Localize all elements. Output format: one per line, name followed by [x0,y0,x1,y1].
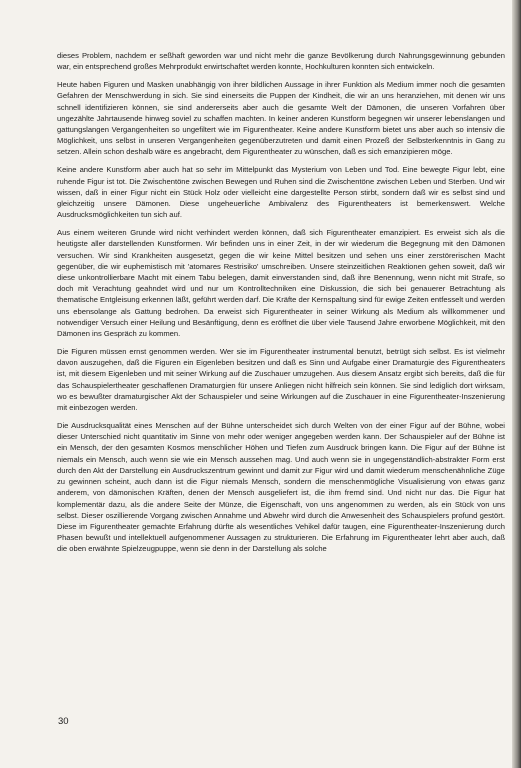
paragraph: Heute haben Figuren und Masken unabhängig von ihrer bildlichen Aussage in ihrer Funktion als Medium immer noch die gesamten Gefahren der Menschwerdung in sich. Sie sind einerseits die Puppen der Kindheit, die wir an uns heranziehen, mit denen wir uns schnell identifizieren können, sie sind andererseits aber auch die gesamte Welt der Dämonen, die unseren Vorfahren über ungezählte Jahrtausende hinweg soviel zu schaffen machten. In keiner anderen Kunstform begegnen wir unserer lebenslangen und gattungslangen Vergangenheiten so ungefiltert wie im Figurentheater. Keine andere Kunstform bietet uns aber auch so intensiv die Möglichkeit, uns selbst in unseren Vergangenheiten gegenüberzutreten und damit einen Prozeß der Selbsterkenntnis in Gang zu setzen. Allein schon deshalb wäre es angebracht, dem Figurentheater zu wünschen, daß es sich emanzipieren möge. [57,80,505,157]
paragraph: Die Figuren müssen ernst genommen werden. Wer sie im Figurentheater instrumental benutzt, betrügt sich selbst. Es ist vielmehr davon auszugehen, daß die Figuren ein Eigenleben besitzen und daß es Sinn und Aufgabe einer Dramaturgie des Figurentheaters ist, mit diesem Eigenleben und mit seiner Wirkung auf die Zuschauer umzugehen. Aus diesem Ansatz ergibt sich bereits, daß die für das Schauspielertheater geschaffenen Dramaturgien für unsere Anliegen nicht hilfreich sein können. Sie sind lediglich dort wirksam, wo es bewußter dramaturgischer Akt der Schauspieler und seine Wirkungen auf die Zuschauer in eine Figurentheater-Inszenierung mit einbezogen werden. [57,347,505,413]
paragraph: Aus einem weiteren Grunde wird nicht verhindert werden können, daß sich Figurentheater emanzipiert. Es erweist sich als die heutigste aller darstellenden Kunstformen. Wir befinden uns in einer Zeit, in der wir wiederum die Begegnung mit den Dämonen versuchen. Wir sind Krankheiten ausgesetzt, gegen die wir keine Mittel besitzen und sehen uns einer zerstörerischen Macht gegenüber, die wir euphemistisch mit 'atomares Restrisiko' umschreiben. Unsere steinzeitlichen Reaktionen gehen soweit, daß wir diese unkontrollierbare Macht mit einem Tabu belegen, damit einverstanden sind, daß ihre Benennung, wenn nicht mit Strafe, so doch mit Verachtung geahndet wird und nur um Kontrolltechniken eine Diskussion, die sich bei genauerer Betrachtung als thematische Entgleisung erkennen läßt, geführt werden darf. Die Kräfte der Kernspaltung sind für ewige Zeiten entfesselt und werden uns ebensolange als Gattung bedrohen. Da erweist sich Figurentheater in seiner Wirkung als Medium als willkommener und notwendiger Versuch einer Heilung und Besänftigung, denn es eröffnet die über viele Tausend Jahre erworbene Möglichkeit, mit den Dämonen ins Gespräch zu kommen. [57,228,505,339]
scan-edge-shadow [512,0,521,768]
page-number: 30 [58,716,69,727]
paragraph: dieses Problem, nachdem er seßhaft geworden war und nicht mehr die ganze Bevölkerung durch Nahrungsgewinnung gebunden war, ein entsprechend großes Mehrprodukt erwirtschaftet werden konnte, Hochkulturen konnten sich entwickeln. [57,51,505,72]
body-text [57,50,505,561]
paragraph: Die Ausdrucksqualität eines Menschen auf der Bühne unterscheidet sich durch Welten von der einer Figur auf der Bühne, wobei dieser Unterschied nicht quantitativ im Sinne von mehr oder weniger angegeben werden kann. Der Schauspieler auf der Bühne ist ein Mensch, der den gesamten Kosmos menschlicher Höhen und Tiefen zum Ausdruck bringen kann. Die Figur auf der Bühne ist niemals ein Mensch, auch wenn sie wie ein Mensch aussehen mag. Und auch wenn sie in ungegenständlich-abstrakter Form erst durch den Akt der Darstellung ein Ausdruckszentrum gewinnt und damit zur Figur wird und damit wiederum menschenähnliche Züge zu gewinnen scheint, auch dann ist die Figur niemals Mensch, sondern die menschenmögliche Visualisierung von etwas ganz anderem, von dämonischen Kräften, denen der Mensch ausgeliefert ist, die ihm fremd sind. Und nicht nur das. Die Figur hat komplementär dazu, als die andere Seite der Münze, die Eigenschaft, von uns angenommen zu werden, als ein Stück von uns selbst. Dieser oszillierende Vorgang zwischen Annahme und Abwehr wird durch die Anwesenheit des Schauspielers profund gestört. Diese im Figurentheater gemachte Erfahrung dürfte als wesentliches Vehikel dafür taugen, eine Figurentheater-Inszenierung durch Phasen bewußt und intellektuell aufgenommener Aussagen zu strukturieren. Die Erfahrung im Figurentheater lehrt aber auch, daß die oben erwähnte Spielzeugpuppe, wenn sie denn in der Darstellung als solche [57,421,505,554]
paragraph: Keine andere Kunstform aber auch hat so sehr im Mittelpunkt das Mysterium von Leben und Tod. Eine bewegte Figur lebt, eine ruhende Figur ist tot. Die Zwischentöne zwischen Bewegen und Ruhen sind die Zwischentöne zwischen Leben und Sterben. Und wir wissen, daß in einer Figur nicht ein Stück Holz oder vielleicht eine dargestellte Person stirbt, sondern daß wir es selbst sind und gleichzeitig unsere Dämonen. Diese ungeheuerliche Ambivalenz des Figurentheaters ist bemerkenswert. Welche Ausdrucksmöglichkeiten tun sich auf. [57,165,505,220]
